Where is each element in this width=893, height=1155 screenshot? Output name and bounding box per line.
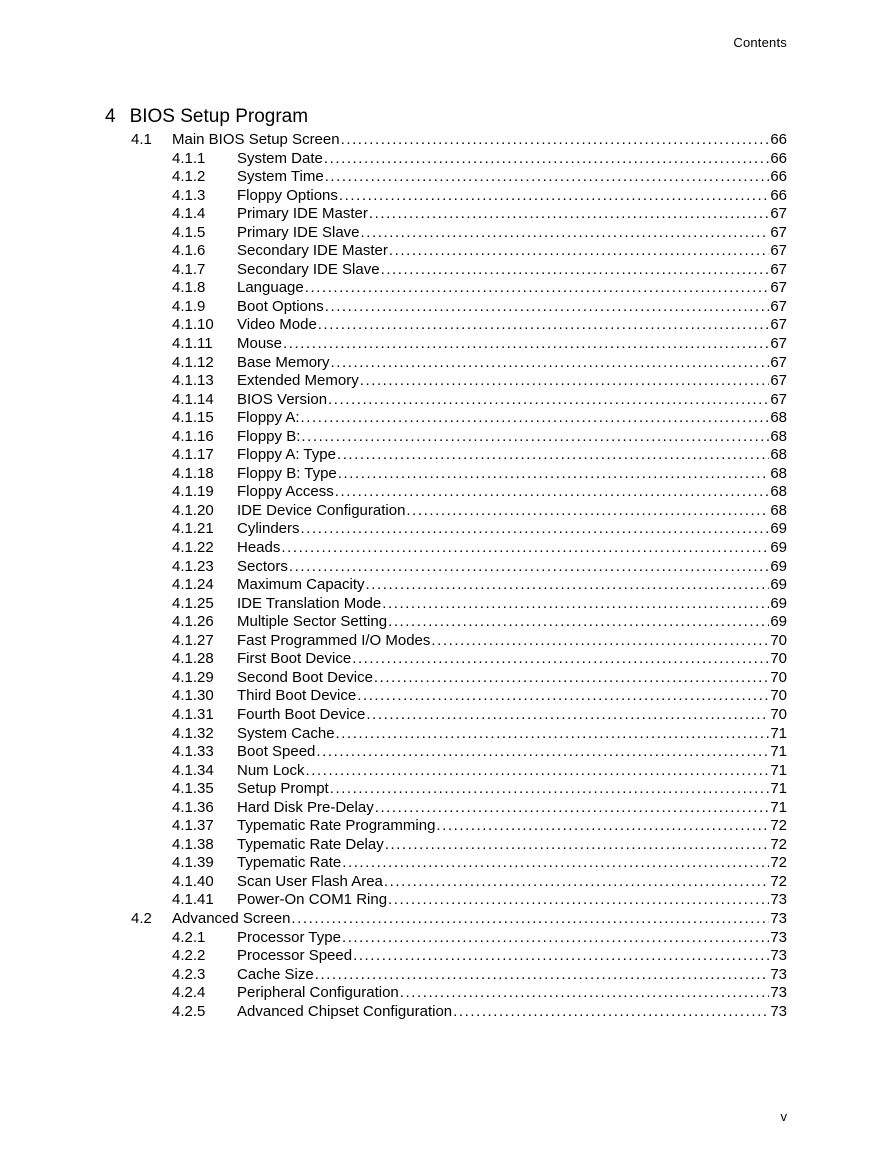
toc-entry-page: 69 [770, 613, 787, 631]
toc-entry-title: Peripheral Configuration [237, 984, 399, 1002]
toc-entry-number: 4.2.4 [172, 984, 206, 1002]
toc-entry-page: 73 [770, 965, 787, 983]
dot-leader [338, 465, 770, 484]
toc-entry-number: 4.1.28 [172, 650, 214, 668]
dot-leader [342, 854, 769, 873]
dot-leader [336, 725, 770, 744]
toc-subsection-entry[interactable] [0, 817, 893, 836]
dot-leader [406, 502, 769, 521]
toc-entry-number: 4.1.15 [172, 409, 214, 427]
toc-entry-title: Base Memory [237, 353, 330, 371]
toc-subsection-entry[interactable] [0, 558, 893, 577]
toc-entry-line [237, 762, 787, 781]
toc-entry-page: 69 [770, 576, 787, 594]
toc-entry-page: 71 [770, 798, 787, 816]
toc-entry-page: 66 [770, 186, 787, 204]
toc-entry-page: 73 [770, 984, 787, 1002]
toc-entry-title: Hard Disk Pre-Delay [237, 798, 374, 816]
toc-subsection-entry[interactable] [0, 725, 893, 744]
toc-entry-number: 4.1.4 [172, 205, 206, 223]
toc-entry-page: 67 [770, 223, 787, 241]
dot-leader [366, 706, 769, 725]
toc-entry-page: 66 [770, 149, 787, 167]
toc-entry-number: 4.1.36 [172, 798, 214, 816]
toc-entry-title: Floppy A: Type [237, 446, 336, 464]
toc-entry-line [237, 502, 787, 521]
toc-entry-line [237, 409, 787, 428]
toc-subsection-entry[interactable] [0, 687, 893, 706]
dot-leader [453, 1003, 769, 1022]
toc-subsection-entry[interactable] [0, 520, 893, 539]
dot-leader [283, 335, 769, 354]
toc-entry-page: 72 [770, 835, 787, 853]
toc-entry-title: Language [237, 279, 304, 297]
dot-leader [360, 372, 770, 391]
toc-entry-title: Floppy A: [237, 409, 300, 427]
toc-subsection-entry[interactable] [0, 279, 893, 298]
toc-entry-title: Cache Size [237, 965, 314, 983]
toc-entry-number: 4.1.32 [172, 724, 214, 742]
toc-entry-page: 67 [770, 335, 787, 353]
dot-leader [330, 780, 770, 799]
toc-subsection-entry[interactable] [0, 354, 893, 373]
toc-entry-title: System Date [237, 149, 323, 167]
toc-entry-page: 73 [770, 909, 787, 927]
toc-entry-title: Processor Type [237, 928, 341, 946]
toc-entry-page: 71 [770, 743, 787, 761]
toc-subsection-entry[interactable] [0, 372, 893, 391]
toc-entry-title: Fourth Boot Device [237, 705, 366, 723]
toc-entry-line [237, 817, 787, 836]
toc-entry-page: 73 [770, 891, 787, 909]
toc-entry-number: 4.2.2 [172, 947, 206, 965]
toc-entry-page: 70 [770, 687, 787, 705]
toc-entry-line [237, 391, 787, 410]
toc-subsection-entry[interactable] [0, 650, 893, 669]
toc-entry-page: 71 [770, 780, 787, 798]
toc-entry-title: Second Boot Device [237, 668, 373, 686]
chapter-title: BIOS Setup Program [129, 106, 309, 127]
chapter-number: 4 [105, 106, 116, 127]
toc-entry-number: 4.1.3 [172, 186, 206, 204]
dot-leader [342, 929, 769, 948]
toc-entry-number: 4.1.9 [172, 297, 206, 315]
toc-entry-number: 4.1.7 [172, 260, 206, 278]
toc-entry-number: 4.1.31 [172, 705, 214, 723]
toc-subsection-entry[interactable] [0, 205, 893, 224]
dot-leader [301, 520, 770, 539]
toc-entry-title: Cylinders [237, 520, 300, 538]
page-number: v [780, 1109, 787, 1124]
toc-entry-number: 4.1.6 [172, 242, 206, 260]
toc-entry-line [237, 966, 787, 985]
dot-leader [301, 409, 770, 428]
toc-entry-line [237, 539, 787, 558]
toc-entry-number: 4.1.20 [172, 501, 214, 519]
toc-entry-title: Secondary IDE Master [237, 242, 388, 260]
dot-leader [328, 391, 769, 410]
toc-entry-number: 4.1.40 [172, 872, 214, 890]
toc-subsection-entry[interactable] [0, 261, 893, 280]
dot-leader [381, 261, 770, 280]
dot-leader [289, 558, 769, 577]
toc-entry-number: 4.1.30 [172, 687, 214, 705]
toc-entry-title: Floppy B: [237, 427, 301, 445]
toc-entry-title: First Boot Device [237, 650, 352, 668]
toc-subsection-entry[interactable] [0, 576, 893, 595]
toc-entry-number: 4.1.10 [172, 316, 214, 334]
toc-entry-line [237, 187, 787, 206]
toc-entry-line [237, 465, 787, 484]
toc-entry-title: System Cache [237, 724, 335, 742]
toc-entry-line [237, 873, 787, 892]
chapter-heading [105, 106, 308, 128]
toc-entry-page: 73 [770, 1002, 787, 1020]
toc-entry-number: 4.1.11 [172, 335, 213, 353]
dot-leader [281, 539, 769, 558]
toc-entry-line [237, 483, 787, 502]
toc-entry-line [237, 576, 787, 595]
toc-entry-page: 67 [770, 260, 787, 278]
toc-entry-title: Typematic Rate Delay [237, 835, 384, 853]
toc-entry-title: BIOS Version [237, 390, 328, 408]
dot-leader [325, 168, 770, 187]
toc-entry-number: 4.1.8 [172, 279, 206, 297]
toc-entry-title: Floppy B: Type [237, 464, 337, 482]
dot-leader [339, 187, 769, 206]
toc-subsection-entry[interactable] [0, 298, 893, 317]
toc-entry-page: 71 [770, 724, 787, 742]
toc-entry-line [237, 520, 787, 539]
toc-entry-line [237, 205, 787, 224]
toc-entry-page: 70 [770, 631, 787, 649]
toc-entry-page: 70 [770, 668, 787, 686]
toc-entry-number: 4.1.29 [172, 668, 214, 686]
toc-subsection-entry[interactable] [0, 409, 893, 428]
toc-subsection-entry[interactable] [0, 762, 893, 781]
dot-leader [388, 613, 769, 632]
toc-entry-title: Power-On COM1 Ring [237, 891, 388, 909]
dot-leader [353, 947, 769, 966]
toc-subsection-entry[interactable] [0, 929, 893, 948]
toc-entry-title: Primary IDE Master [237, 205, 368, 223]
toc-subsection-entry[interactable] [0, 799, 893, 818]
toc-entry-title: System Time [237, 168, 324, 186]
toc-entry-number: 4.1.26 [172, 613, 214, 631]
toc-entry-title: Floppy Access [237, 483, 334, 501]
running-header: Contents [733, 35, 787, 50]
toc-entry-number: 4.1 [131, 131, 152, 148]
toc-entry-title: Floppy Options [237, 186, 338, 204]
toc-entry-title: Scan User Flash Area [237, 872, 383, 890]
toc-entry-page: 70 [770, 650, 787, 668]
dot-leader [352, 650, 769, 669]
toc-entry-number: 4.1.37 [172, 817, 214, 835]
toc-entry-number: 4.1.41 [172, 891, 214, 909]
toc-subsection-entry[interactable] [0, 187, 893, 206]
toc-subsection-entry[interactable] [0, 224, 893, 243]
toc-entry-line [237, 316, 787, 335]
toc-entry-line [237, 150, 787, 169]
dot-leader [305, 279, 770, 298]
toc-subsection-entry[interactable] [0, 1003, 893, 1022]
toc-entry-number: 4.1.14 [172, 390, 214, 408]
toc-entry-title: Num Lock [237, 761, 305, 779]
toc-entry-title: Maximum Capacity [237, 576, 365, 594]
dot-leader [384, 873, 769, 892]
toc-entry-line [237, 558, 787, 577]
toc-entry-number: 4.1.34 [172, 761, 214, 779]
toc-entry-page: 66 [770, 168, 787, 186]
toc-entry-title: Boot Options [237, 297, 324, 315]
toc-subsection-entry[interactable] [0, 854, 893, 873]
toc-entry-page: 67 [770, 297, 787, 315]
toc-entry-line [237, 168, 787, 187]
toc-entry-line [237, 446, 787, 465]
toc-entry-page: 73 [770, 928, 787, 946]
toc-entry-title: IDE Device Configuration [237, 501, 406, 519]
toc-entry-number: 4.1.33 [172, 743, 214, 761]
toc-entry-line [237, 261, 787, 280]
toc-entry-line [237, 799, 787, 818]
dot-leader [301, 428, 769, 447]
toc-entry-number: 4.1.19 [172, 483, 214, 501]
toc-entry-number: 4.1.39 [172, 854, 214, 872]
dot-leader [431, 632, 769, 651]
toc-entry-page: 68 [770, 483, 787, 501]
toc-entry-page: 66 [770, 131, 787, 148]
toc-entry-title: Multiple Sector Setting [237, 613, 388, 631]
toc-entry-line [237, 1003, 787, 1022]
toc-entry-page: 67 [770, 390, 787, 408]
toc-entry-title: Third Boot Device [237, 687, 357, 705]
dot-leader [361, 224, 770, 243]
toc-subsection-entry[interactable] [0, 595, 893, 614]
dot-leader [331, 354, 770, 373]
dot-leader [318, 316, 770, 335]
dot-leader [341, 131, 770, 150]
dot-leader [385, 836, 770, 855]
toc-entry-page: 72 [770, 872, 787, 890]
toc-subsection-entry[interactable] [0, 743, 893, 762]
toc-entry-number: 4.1.25 [172, 594, 214, 612]
toc-entry-page: 68 [770, 501, 787, 519]
toc-entry-line [237, 279, 787, 298]
toc-entry-number: 4.1.24 [172, 576, 214, 594]
toc-entry-line [237, 428, 787, 447]
dot-leader [369, 205, 769, 224]
toc-entry-line [237, 354, 787, 373]
toc-section-entry[interactable] [0, 910, 893, 929]
toc-entry-page: 71 [770, 761, 787, 779]
toc-entry-title: Extended Memory [237, 372, 359, 390]
toc-entry-page: 69 [770, 557, 787, 575]
toc-subsection-entry[interactable] [0, 984, 893, 1003]
dot-leader [335, 483, 770, 502]
toc-entry-title: Fast Programmed I/O Modes [237, 631, 431, 649]
toc-entry-page: 67 [770, 242, 787, 260]
toc-entry-line [237, 335, 787, 354]
toc-subsection-entry[interactable] [0, 613, 893, 632]
dot-leader [382, 595, 769, 614]
toc-entry-title: Advanced Chipset Configuration [237, 1002, 453, 1020]
toc-entry-line [237, 372, 787, 391]
toc-entry-page: 69 [770, 539, 787, 557]
toc-entry-number: 4.1.23 [172, 557, 214, 575]
toc-entry-title: Typematic Rate [237, 854, 342, 872]
toc-entry-line [237, 650, 787, 669]
dot-leader [436, 817, 769, 836]
dot-leader [374, 669, 769, 688]
dot-leader [366, 576, 770, 595]
toc-subsection-entry[interactable] [0, 966, 893, 985]
toc-entry-number: 4.1.21 [172, 520, 214, 538]
toc-subsection-entry[interactable] [0, 706, 893, 725]
toc-entry-page: 70 [770, 705, 787, 723]
toc-subsection-entry[interactable] [0, 632, 893, 651]
toc-subsection-entry[interactable] [0, 483, 893, 502]
dot-leader [306, 762, 770, 781]
toc-entry-line [237, 891, 787, 910]
toc-subsection-entry[interactable] [0, 335, 893, 354]
toc-entry-page: 67 [770, 316, 787, 334]
toc-entry-page: 68 [770, 464, 787, 482]
toc-entry-page: 69 [770, 594, 787, 612]
toc-entry-page: 73 [770, 947, 787, 965]
toc-entry-number: 4.1.22 [172, 539, 214, 557]
toc-entry-number: 4.1.17 [172, 446, 214, 464]
toc-section-entry[interactable] [0, 131, 893, 150]
toc-entry-page: 72 [770, 854, 787, 872]
toc-entry-number: 4.1.38 [172, 835, 214, 853]
toc-entry-number: 4.1.18 [172, 464, 214, 482]
toc-subsection-entry[interactable] [0, 150, 893, 169]
toc-entry-line [237, 224, 787, 243]
toc-entry-number: 4.2.5 [172, 1002, 206, 1020]
toc-entry-number: 4.1.2 [172, 168, 206, 186]
toc-entry-title: Boot Speed [237, 743, 316, 761]
toc-entry-page: 72 [770, 817, 787, 835]
toc-entry-number: 4.1.13 [172, 372, 214, 390]
toc-subsection-entry[interactable] [0, 780, 893, 799]
toc-entry-title: IDE Translation Mode [237, 594, 382, 612]
toc-subsection-entry[interactable] [0, 242, 893, 261]
toc-subsection-entry[interactable] [0, 836, 893, 855]
toc-entry-line [237, 632, 787, 651]
toc-entry-title: Main BIOS Setup Screen [172, 131, 340, 148]
table-of-contents [0, 131, 893, 1021]
toc-entry-line [237, 947, 787, 966]
toc-entry-title: Advanced Screen [172, 909, 291, 927]
toc-entry-line [237, 669, 787, 688]
toc-entry-line [237, 706, 787, 725]
toc-entry-line [237, 595, 787, 614]
toc-entry-number: 4.2.3 [172, 965, 206, 983]
toc-entry-line [237, 725, 787, 744]
toc-entry-page: 69 [770, 520, 787, 538]
toc-subsection-entry[interactable] [0, 465, 893, 484]
toc-subsection-entry[interactable] [0, 891, 893, 910]
toc-entry-page: 67 [770, 372, 787, 390]
toc-entry-line [172, 131, 787, 150]
toc-entry-title: Sectors [237, 557, 288, 575]
dot-leader [389, 242, 769, 261]
dot-leader [325, 298, 770, 317]
toc-entry-number: 4.1.5 [172, 223, 206, 241]
toc-entry-line [237, 242, 787, 261]
toc-entry-title: Mouse [237, 335, 283, 353]
toc-entry-number: 4.2.1 [172, 928, 206, 946]
toc-entry-line [237, 780, 787, 799]
toc-subsection-entry[interactable] [0, 539, 893, 558]
dot-leader [388, 891, 769, 910]
toc-entry-line [237, 929, 787, 948]
toc-entry-number: 4.1.16 [172, 427, 214, 445]
toc-entry-line [237, 743, 787, 762]
toc-entry-number: 4.1.12 [172, 353, 214, 371]
toc-entry-line [237, 298, 787, 317]
toc-entry-page: 67 [770, 205, 787, 223]
toc-entry-page: 67 [770, 353, 787, 371]
toc-subsection-entry[interactable] [0, 446, 893, 465]
toc-entry-line [237, 687, 787, 706]
dot-leader [316, 743, 769, 762]
toc-subsection-entry[interactable] [0, 391, 893, 410]
toc-entry-number: 4.1.27 [172, 631, 214, 649]
toc-entry-page: 68 [770, 446, 787, 464]
toc-entry-page: 67 [770, 279, 787, 297]
toc-entry-line [237, 854, 787, 873]
toc-entry-title: Primary IDE Slave [237, 223, 360, 241]
dot-leader [357, 687, 769, 706]
toc-entry-line [237, 836, 787, 855]
dot-leader [400, 984, 770, 1003]
toc-entry-title: Setup Prompt [237, 780, 329, 798]
toc-subsection-entry[interactable] [0, 947, 893, 966]
toc-entry-line [237, 984, 787, 1003]
toc-subsection-entry[interactable] [0, 669, 893, 688]
toc-entry-title: Processor Speed [237, 947, 353, 965]
toc-entry-title: Secondary IDE Slave [237, 260, 380, 278]
toc-entry-page: 68 [770, 427, 787, 445]
toc-entry-line [172, 910, 787, 929]
toc-entry-number: 4.2 [131, 909, 152, 927]
dot-leader [291, 910, 769, 929]
toc-entry-title: Video Mode [237, 316, 317, 334]
toc-entry-number: 4.1.1 [172, 149, 206, 167]
toc-entry-number: 4.1.35 [172, 780, 214, 798]
toc-entry-page: 68 [770, 409, 787, 427]
toc-entry-title: Typematic Rate Programming [237, 817, 436, 835]
toc-subsection-entry[interactable] [0, 873, 893, 892]
toc-entry-title: Heads [237, 539, 281, 557]
toc-subsection-entry[interactable] [0, 168, 893, 187]
dot-leader [337, 446, 769, 465]
toc-subsection-entry[interactable] [0, 428, 893, 447]
dot-leader [315, 966, 770, 985]
dot-leader [324, 150, 769, 169]
toc-entry-line [237, 613, 787, 632]
toc-subsection-entry[interactable] [0, 502, 893, 521]
dot-leader [375, 799, 770, 818]
toc-subsection-entry[interactable] [0, 316, 893, 335]
